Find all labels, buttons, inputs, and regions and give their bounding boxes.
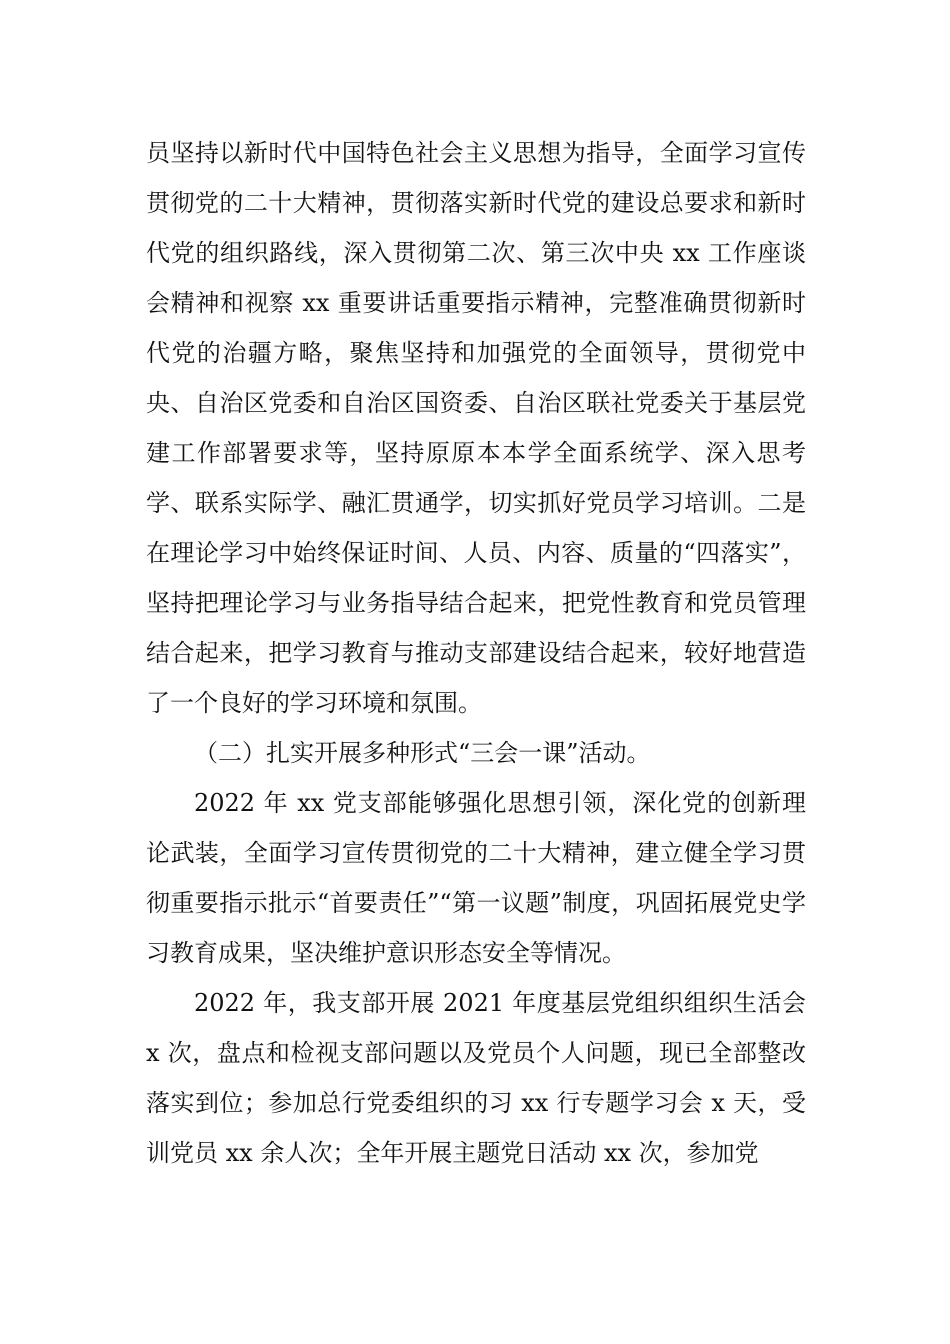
paragraph: 2022 年 xx 党支部能够强化思想引领，深化党的创新理论武装，全面学习宣传贯彻党的二十大精神，建立健全学习贯彻重要指示批示“首要责任”“第一议题”制度，巩固拓展党史学习教育成果，坚决维护意识形态安全等情况。 xyxy=(146,789,806,967)
section-heading: （二）扎实开展多种形式“三会一课”活动。 xyxy=(194,739,651,767)
document-body xyxy=(146,128,806,1178)
paragraph: 2022 年，我支部开展 2021 年度基层党组织组织生活会 x 次，盘点和检视支部问题以及党员个人问题，现已全部整改落实到位；参加总行党委组织的习 xx 行专题学习会 x 天，受训党员 xx 余人次；全年开展主题党日活动 xx 次，参加党 xyxy=(146,989,806,1167)
paragraph-continuation: 员坚持以新时代中国特色社会主义思想为指导，全面学习宣传贯彻党的二十大精神，贯彻落实新时代党的建设总要求和新时代党的组织路线，深入贯彻第二次、第三次中央 xx 工作座谈会精神和视察 xx 重要讲话重要指示精神，完整准确贯彻新时代党的治疆方略，聚焦坚持和加强党的全面领导，贯彻党中央、自治区党委和自治区国资委、自治区联社党委关于基层党建工作部署要求等，坚持原原本本学全面系统学、深入思考学、联系实际学、融汇贯通学，切实抓好党员学习培训。二是在理论学习中始终保证时间、人员、内容、质量的“四落实”，坚持把理论学习与业务指导结合起来，把党性教育和党员管理结合起来，把学习教育与推动支部建设结合起来，较好地营造了一个良好的学习环境和氛围。 xyxy=(146,139,806,717)
